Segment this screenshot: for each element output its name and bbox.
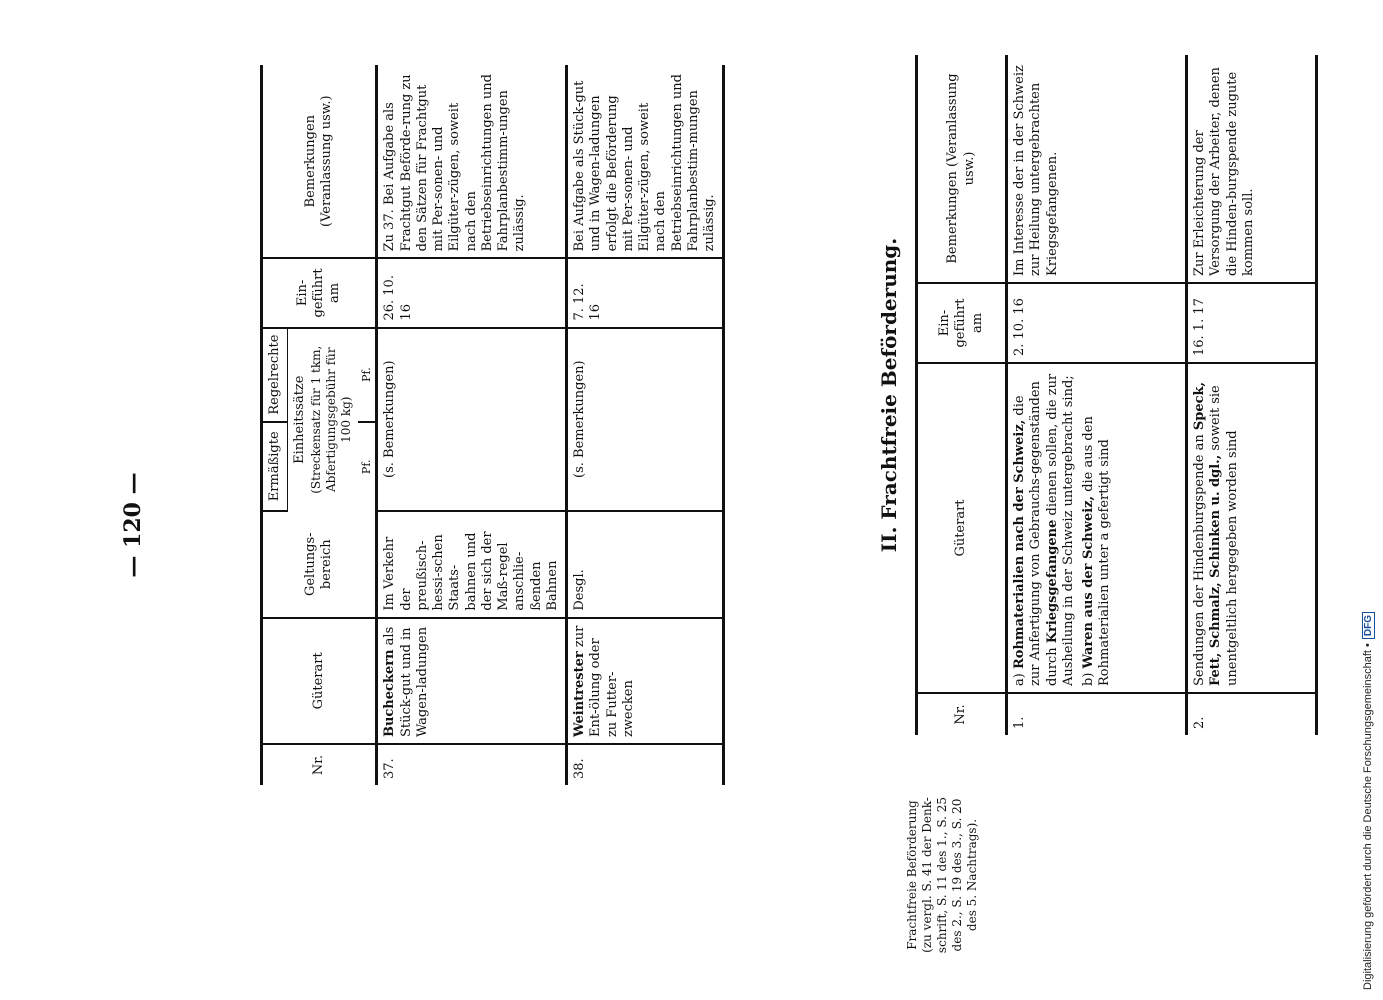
- row-nr: 1.: [1012, 716, 1027, 729]
- bemerkungen: Im Interesse der in der Schweiz zur Heilung untergebrachten Kriegsgefangenen.: [1007, 55, 1187, 283]
- row-nr: 37.: [382, 758, 398, 779]
- item-text1: Sendungen der Hindenburgspende an: [1192, 430, 1207, 686]
- col-header-eingefuehrt: Ein-geführt am: [917, 283, 1007, 363]
- item-a-label: a): [1012, 673, 1027, 686]
- col-header-ermaessigte: Ermäßigte: [262, 422, 288, 511]
- item-a-bold2: Kriegsgefangene: [1044, 519, 1060, 644]
- col-header-streckensatz: (Streckensatz für 1 tkm, Abfertigungsgebühr für 100 kg): [308, 345, 353, 494]
- item-bold: Speck, Fett, Schmalz, Schinken u. dgl.,: [1192, 381, 1224, 686]
- row-nr: 2.: [1187, 693, 1317, 735]
- col-header-eingefuehrt: Ein-geführt am: [262, 258, 377, 327]
- table-row: [567, 65, 724, 785]
- item-b-text: die aus den Rohmaterialien unter a gefertigt sind: [1081, 416, 1113, 686]
- item-a-text1: die zur Anfertigung von Gebrauchs-gegenständen durch: [1012, 381, 1060, 686]
- item-text2: soweit sie unentgeltlich hergegeben worden sind: [1208, 385, 1240, 686]
- col-header-regelrechte: Regelrechte: [262, 328, 288, 422]
- gueterart-text: zur Ent-ölung oder zu Futter-zwecken: [572, 625, 636, 738]
- eingefuehrt: 26. 10. 16: [377, 258, 567, 327]
- col-header-gueterart: Güterart: [262, 618, 377, 744]
- table-row: [1007, 55, 1187, 735]
- rotated-page: [95, 50, 1383, 1000]
- table-row: [377, 65, 567, 785]
- col-header-nr: Nr.: [262, 744, 377, 785]
- item-b-bold: Waren aus der Schweiz,: [1081, 495, 1096, 669]
- geltungsbereich: Im Verkehr der preußisch-hessi-schen Staats-bahnen und der sich der Maß-regel anschlie-ßenden Bahnen: [377, 511, 567, 618]
- col-header-bemerkungen: Bemerkungen (Veranlassung usw.): [917, 55, 1007, 283]
- col-header-nr: Nr.: [917, 693, 1007, 735]
- bemerkungen: Zur Erleichterung der Versorgung der Arbeiter, denen die Hinden-burgspende zugute kommen soll.: [1187, 55, 1317, 283]
- bemerkungen: Bei Aufgabe als Stück-gut und in Wagen-ladungen erfolgt die Beförderung mit Per-sonen- und Eilgüter-zügen, soweit nach den Betriebseinrichtungen und Fahrplanbestim-mungen zulässig.: [567, 65, 724, 258]
- row-nr: 38.: [567, 744, 724, 785]
- col-header-pf-regelrecht: Pf.: [358, 328, 377, 422]
- einheitssaetze: (s. Bemerkungen): [567, 328, 724, 511]
- einheitssaetze: (s. Bemerkungen): [377, 328, 567, 511]
- col-header-geltungsbereich: Geltungs-bereich: [262, 511, 377, 618]
- col-header-bemerkungen: Bemerkungen (Veranlassung usw.): [262, 65, 377, 258]
- geltungsbereich: Desgl.: [567, 511, 724, 618]
- frachtfrei-table: [915, 55, 1318, 735]
- digitization-footer: [1362, 0, 1375, 990]
- item-a-text2: dienen sollen, die zur Ausheilung in der Schweiz untergebracht sind;: [1044, 373, 1076, 686]
- col-header-gueterart: Güterart: [917, 363, 1007, 693]
- gueterart-bold: Weintrester: [572, 651, 587, 738]
- item-a: [1012, 370, 1077, 686]
- section-title: II. Frachtfreie Beförderung.: [877, 237, 901, 553]
- col-header-pf-ermaessigt: Pf.: [358, 422, 377, 511]
- footer-text: Digitalisierung gefördert durch die Deutsche Forschungsgemeinschaft •: [1362, 643, 1374, 990]
- tariff-table: [260, 65, 725, 785]
- table-row: [1187, 55, 1317, 735]
- margin-note: Frachtfreie Beförderung (zu vergl. S. 41 der Denk-schrift, S. 11 des 1., S. 25 des 2., S. 19 des 3., S. 20 des 5. Nachtrags).: [905, 796, 979, 954]
- col-header-einheitssaetze: Einheitssätze: [292, 375, 308, 464]
- page-number: — 120 —: [120, 472, 146, 578]
- eingefuehrt: 7. 12. 16: [567, 258, 724, 327]
- item-b: [1081, 370, 1114, 686]
- item-b-label: b): [1081, 672, 1096, 686]
- gueterart-bold: Bucheckern: [382, 649, 398, 738]
- item-a-bold: Rohmaterialien nach der Schweiz,: [1012, 419, 1027, 670]
- gueterart-text: als Stück-gut und in Wagen-ladungen: [382, 626, 430, 738]
- bemerkungen: Zu 37. Bei Aufgabe als Frachtgut Beförde-rung zu den Sätzen für Frachtgut mit Per-sonen- und Eilgüter-zügen, soweit nach den Betriebseinrichtungen und Fahrplanbestimm-ungen zulässig.: [377, 65, 567, 258]
- eingefuehrt: 2. 10. 16: [1007, 283, 1187, 363]
- dfg-logo: DFG: [1362, 612, 1375, 639]
- eingefuehrt: 16. 1. 17: [1187, 283, 1317, 363]
